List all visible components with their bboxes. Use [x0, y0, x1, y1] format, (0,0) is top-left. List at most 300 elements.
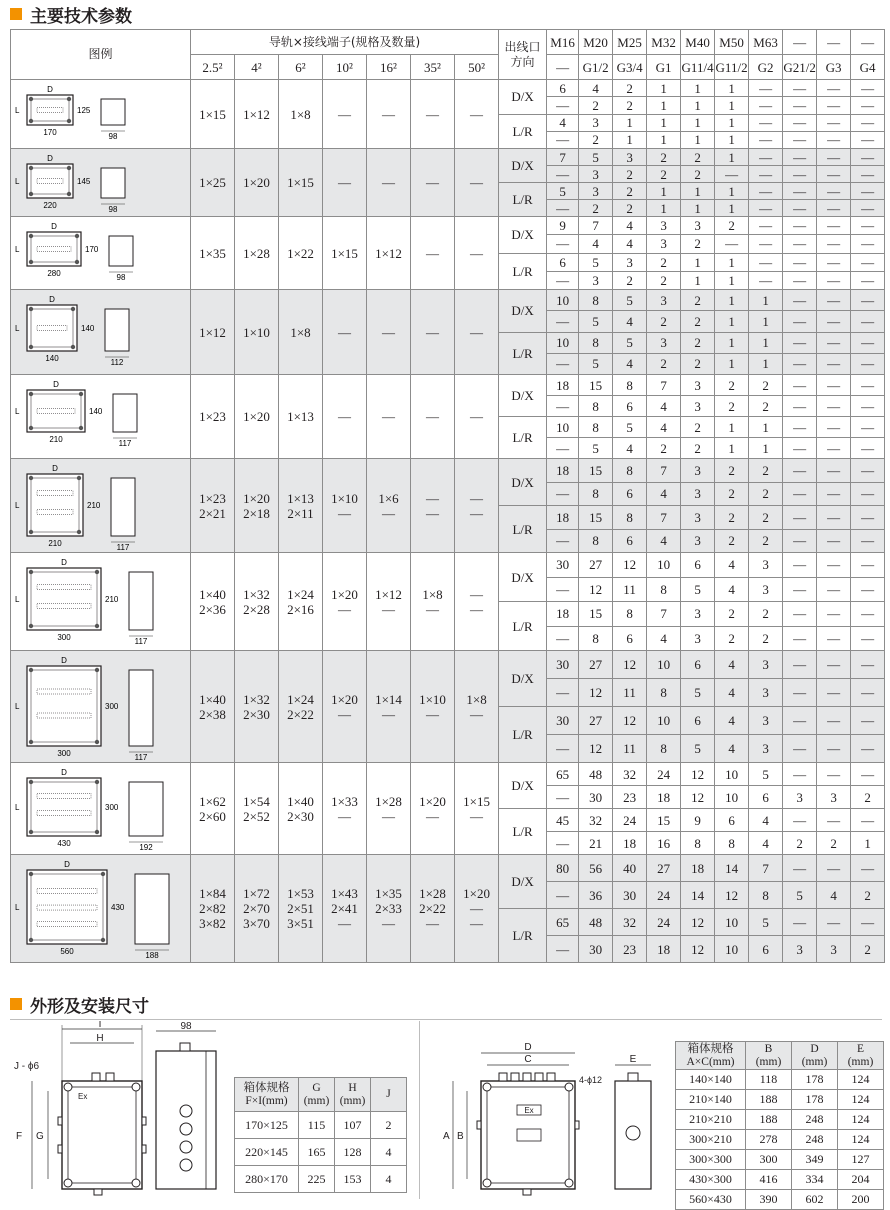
terminal-value: 2×52 [243, 808, 270, 824]
dim-table-cell: 4 [371, 1139, 407, 1166]
thread-count-cell: 2 [681, 166, 715, 183]
terminal-value: — [426, 706, 439, 722]
dim-table-row [676, 1170, 884, 1190]
thread-count-cell: 4 [715, 735, 749, 763]
terminal-value: 1×13 [287, 409, 314, 424]
terminal-cell [235, 651, 279, 763]
thread-count-cell: 10 [547, 332, 579, 353]
thread-count-cell: — [783, 311, 817, 332]
screw-icon [95, 779, 99, 783]
dim-table-cell: 390 [746, 1190, 792, 1210]
direction-cell: D/X [499, 855, 547, 909]
thread-count-cell: 23 [613, 786, 647, 809]
thread-count-cell: 1 [613, 114, 647, 131]
dim-table-cell: 124 [838, 1070, 884, 1090]
terminal-strip [37, 905, 97, 910]
direction-cell: D/X [499, 149, 547, 183]
enclosure-drawing [11, 81, 189, 148]
screw-icon [95, 739, 99, 743]
figure-cell [11, 459, 191, 553]
terminal-cell [411, 855, 455, 963]
dim-table-cell: 127 [838, 1150, 884, 1170]
thread-count-cell: 3 [817, 936, 851, 963]
dim-table-header [299, 1078, 335, 1112]
enclosure-drawing [11, 460, 189, 552]
terminal-value: 1×25 [199, 175, 226, 190]
dim-label-x: 430 [57, 838, 71, 848]
thread-count-cell: — [749, 253, 783, 271]
thread-count-cell: 1 [851, 832, 885, 855]
dim-label-r: 170 [85, 244, 99, 254]
thread-count-cell: — [783, 417, 817, 438]
thread-count-cell: — [547, 396, 579, 417]
enclosure-front [27, 474, 83, 536]
screw-icon [29, 569, 33, 573]
thread-count-cell: — [851, 909, 885, 936]
thread-count-cell: — [783, 735, 817, 763]
thread-count-cell: 16 [647, 832, 681, 855]
thread-count-cell: 2 [851, 786, 885, 809]
thread-count-cell: 8 [579, 529, 613, 553]
spec-row [11, 375, 885, 396]
thread-count-cell: — [547, 786, 579, 809]
thread-count-cell: 4 [715, 577, 749, 602]
terminal-strip [37, 178, 63, 183]
thread-count-cell: — [783, 506, 817, 530]
thread-count-cell: 1 [715, 114, 749, 131]
thread-count-cell: 2 [715, 396, 749, 417]
thread-count-cell: 27 [647, 855, 681, 882]
thread-count-cell: 6 [749, 936, 783, 963]
header-line: (mm) [847, 1055, 874, 1068]
thread-count-cell: — [783, 553, 817, 578]
thread-count-cell: 2 [783, 832, 817, 855]
thread-count-cell: 36 [579, 882, 613, 909]
dim-label-width: 117 [116, 542, 130, 552]
thread-g-2: G3/4 [613, 55, 647, 80]
thread-count-cell: 10 [547, 417, 579, 438]
terminal-value: — [426, 505, 439, 521]
terminal-value: 1×40 [287, 793, 314, 809]
thread-count-cell: 65 [547, 763, 579, 786]
direction-cell: D/X [499, 459, 547, 506]
screw-icon [95, 829, 99, 833]
thread-count-cell: 3 [749, 735, 783, 763]
thread-count-cell: 5 [579, 253, 613, 271]
screw-icon [77, 529, 81, 533]
dim-label-r: 140 [81, 323, 95, 333]
terminal-value: — [470, 901, 484, 916]
thread-count-cell: 1 [749, 417, 783, 438]
thread-count-cell: 4 [749, 832, 783, 855]
terminal-value: — [470, 409, 484, 424]
thread-count-cell: — [547, 626, 579, 651]
thread-count-cell: — [851, 438, 885, 459]
dim-table-header [676, 1042, 746, 1070]
screw-icon [29, 118, 33, 122]
thread-count-cell: — [851, 200, 885, 217]
thread-count-cell: — [851, 679, 885, 707]
thread-count-cell: 8 [579, 417, 613, 438]
dim-label-d: D [47, 84, 53, 94]
terminal-cell [191, 553, 235, 651]
terminal-value: 1×13 [287, 490, 314, 506]
enclosure-drawing [11, 376, 189, 458]
thread-count-cell: 4 [647, 417, 681, 438]
terminal-value: — [426, 245, 439, 261]
thread-count-cell: — [715, 235, 749, 253]
thread-count-cell: 2 [749, 482, 783, 506]
thread-count-cell: — [817, 114, 851, 131]
direction-cell: L/R [499, 707, 547, 763]
figure-cell [11, 80, 191, 149]
thread-count-cell: — [783, 183, 817, 200]
thread-count-cell: 3 [817, 786, 851, 809]
terminal-strip [37, 921, 97, 926]
terminal-value: 2×36 [199, 601, 226, 617]
dim-label-d: D [53, 379, 59, 389]
dim-label-r: 430 [111, 902, 125, 912]
dim-label-d: D [49, 294, 55, 304]
thread-count-cell: 12 [613, 553, 647, 578]
thread-count-cell: 2 [715, 602, 749, 627]
terminal-cell [279, 290, 323, 375]
terminal-value: 1×10 [243, 324, 270, 340]
thread-count-cell: — [817, 707, 851, 735]
terminal-cell [455, 149, 499, 217]
dim-table-cell: 278 [746, 1130, 792, 1150]
thread-count-cell: — [547, 166, 579, 183]
terminal-cell [279, 763, 323, 855]
thread-count-cell: 1 [715, 332, 749, 353]
thread-count-cell: 24 [647, 763, 681, 786]
thread-count-cell: — [817, 459, 851, 483]
terminal-strip [37, 490, 73, 495]
terminal-value: 1×12 [199, 324, 226, 340]
terminal-value: — [338, 706, 351, 722]
terminal-value: 1×22 [287, 245, 314, 261]
thread-count-cell: 56 [579, 855, 613, 882]
thread-count-cell: 12 [681, 909, 715, 936]
thread-count-cell: 4 [613, 217, 647, 235]
thread-count-cell: — [851, 626, 885, 651]
thread-count-cell: — [783, 763, 817, 786]
terminal-value: 1×15 [199, 106, 226, 122]
thread-count-cell: — [783, 114, 817, 131]
terminal-cell [411, 553, 455, 651]
thread-count-cell: 8 [715, 832, 749, 855]
dim-table-cell: 188 [746, 1090, 792, 1110]
thread-count-cell: 4 [647, 482, 681, 506]
terminal-cell [411, 290, 455, 375]
thread-count-cell: 21 [579, 832, 613, 855]
thread-count-cell: — [547, 529, 579, 553]
thread-count-cell: — [547, 482, 579, 506]
thread-count-cell: — [783, 909, 817, 936]
thread-count-cell: 15 [579, 602, 613, 627]
dim-label-h: H [96, 1033, 104, 1044]
dim-label-r: 145 [77, 176, 91, 186]
thread-count-cell: 7 [547, 149, 579, 166]
enclosure-side [105, 309, 129, 351]
thread-count-cell: 2 [681, 149, 715, 166]
thread-count-cell: — [783, 80, 817, 97]
thread-count-cell: 15 [647, 809, 681, 832]
thread-count-cell: — [715, 166, 749, 183]
terminal-value: — [470, 808, 484, 824]
dim-label-x: 300 [57, 748, 71, 758]
enclosure-drawing [11, 856, 189, 962]
dim-label-d: D [64, 859, 70, 869]
dim-table-cell: 248 [792, 1110, 838, 1130]
thread-count-cell: 1 [647, 131, 681, 148]
thread-count-cell: — [817, 311, 851, 332]
dim-table-header [746, 1042, 792, 1070]
terminal-cell [235, 459, 279, 553]
dim-label-x: 280 [47, 268, 61, 278]
thread-count-cell: 2 [681, 290, 715, 311]
terminal-value: 1×35 [199, 245, 226, 261]
thread-count-cell: — [783, 577, 817, 602]
thread-count-cell: — [851, 602, 885, 627]
screw-icon [79, 391, 83, 395]
terminal-value: 1×35 [375, 886, 402, 901]
enclosure-front [27, 568, 101, 630]
thread-count-cell: — [817, 651, 851, 679]
thread-count-cell: 6 [547, 253, 579, 271]
dim-label-width: 98 [108, 204, 118, 214]
dim-table-cell: 107 [335, 1112, 371, 1139]
thread-count-cell: 2 [647, 253, 681, 271]
thread-count-cell: — [817, 253, 851, 271]
thread-count-cell: — [783, 217, 817, 235]
thread-count-cell: 8 [613, 459, 647, 483]
terminal-value: 1×72 [243, 886, 270, 901]
dim-table-cell: 210×210 [676, 1110, 746, 1130]
terminal-strip [37, 689, 91, 694]
thread-count-cell: — [851, 417, 885, 438]
header-figure: 图例 [11, 30, 191, 80]
terminal-value: — [382, 324, 395, 340]
terminal-value: 1×10 [331, 490, 358, 506]
thread-count-cell: — [817, 80, 851, 97]
terminal-cell [411, 459, 455, 553]
screw-icon [71, 344, 75, 348]
terminal-cell [279, 80, 323, 149]
thread-count-cell: 12 [613, 651, 647, 679]
thread-count-cell: — [851, 577, 885, 602]
screw-icon [29, 306, 33, 310]
terminal-value: 1×24 [287, 586, 314, 602]
dim-label-x: 210 [48, 538, 62, 548]
left-dimension-table [234, 1077, 407, 1193]
thread-count-cell: 1 [681, 114, 715, 131]
header-line: A×C(mm) [686, 1055, 735, 1068]
dim-label-width: 117 [134, 636, 148, 646]
thread-count-cell: — [783, 271, 817, 289]
thread-g-3: G1 [647, 55, 681, 80]
thread-count-cell: — [547, 577, 579, 602]
thread-count-cell: — [851, 459, 885, 483]
terminal-value: 2×18 [243, 505, 270, 521]
thread-m-3: M32 [647, 30, 681, 55]
thread-count-cell: 1 [749, 332, 783, 353]
thread-count-cell: — [817, 166, 851, 183]
terminal-value: — [470, 586, 484, 602]
terminal-strip [37, 509, 73, 514]
thread-count-cell: — [547, 735, 579, 763]
vertical-divider [419, 1021, 420, 1199]
dim-table-header [235, 1078, 299, 1112]
thread-count-cell: 24 [647, 909, 681, 936]
thread-count-cell: 40 [613, 855, 647, 882]
terminal-cell [455, 651, 499, 763]
screw-icon [29, 96, 33, 100]
terminal-value: 1×24 [287, 691, 314, 707]
terminal-cell [323, 459, 367, 553]
header-line: G [312, 1081, 321, 1094]
terminal-value: — [338, 324, 351, 340]
thread-count-cell: 2 [681, 417, 715, 438]
thread-count-cell: 3 [681, 506, 715, 530]
terminal-value: 1×33 [331, 793, 358, 809]
terminal-value: — [470, 490, 484, 506]
thread-count-cell: — [783, 131, 817, 148]
thread-count-cell: 8 [579, 332, 613, 353]
thread-count-cell: 2 [681, 235, 715, 253]
terminal-value: 3×51 [287, 916, 314, 931]
header-rail-terminal: 导轨×接线端子(规格及数量) [191, 30, 499, 55]
screw-icon [71, 306, 75, 310]
thread-count-cell: — [851, 506, 885, 530]
thread-count-cell: — [783, 166, 817, 183]
thread-count-cell: — [817, 602, 851, 627]
dim-table-cell: 248 [792, 1130, 838, 1150]
thread-count-cell: 7 [647, 375, 681, 396]
dim-label-r: 210 [105, 594, 119, 604]
thread-count-cell: 10 [647, 651, 681, 679]
thread-count-cell: 5 [783, 882, 817, 909]
spec-row [11, 290, 885, 311]
terminal-size-3: 10² [323, 55, 367, 80]
thread-count-cell: 8 [613, 602, 647, 627]
thread-count-cell: 1 [715, 200, 749, 217]
thread-count-cell: 6 [715, 809, 749, 832]
terminal-value: — [382, 706, 395, 722]
thread-count-cell: 1 [749, 290, 783, 311]
thread-count-cell: 10 [647, 707, 681, 735]
terminal-cell [411, 149, 455, 217]
thread-count-cell: 5 [613, 332, 647, 353]
terminal-value: — [426, 808, 439, 824]
thread-count-cell: 3 [613, 253, 647, 271]
terminal-value: 1×8 [422, 586, 443, 602]
thread-count-cell: 7 [749, 855, 783, 882]
terminal-value: 2×33 [375, 901, 402, 916]
terminal-value: 1×40 [199, 586, 226, 602]
thread-count-cell: — [817, 735, 851, 763]
screw-icon [29, 871, 33, 875]
orange-square-icon [10, 998, 22, 1010]
thread-g-9: G4 [851, 55, 885, 80]
thread-count-cell: 4 [715, 651, 749, 679]
terminal-value: 1×54 [243, 793, 270, 809]
thread-count-cell: — [817, 183, 851, 200]
thread-count-cell: 6 [613, 529, 647, 553]
terminal-cell [279, 651, 323, 763]
thread-count-cell: — [783, 290, 817, 311]
direction-cell: L/R [499, 332, 547, 375]
dim-table-header [838, 1042, 884, 1070]
thread-count-cell: 9 [547, 217, 579, 235]
terminal-cell [191, 459, 235, 553]
thread-m-2: M25 [613, 30, 647, 55]
thread-count-cell: — [783, 200, 817, 217]
thread-count-cell: — [817, 290, 851, 311]
terminal-cell [279, 375, 323, 459]
dimension-panel-right [425, 1021, 885, 1206]
dim-table-row [235, 1139, 407, 1166]
thread-count-cell: 2 [613, 166, 647, 183]
terminal-value: 1×20 [331, 586, 358, 602]
dim-table-row [676, 1070, 884, 1090]
terminal-cell [235, 375, 279, 459]
thread-count-cell: 3 [647, 290, 681, 311]
enclosure-side [101, 99, 125, 125]
thread-g-8: G3 [817, 55, 851, 80]
thread-count-cell: 4 [647, 396, 681, 417]
thread-count-cell: 2 [579, 97, 613, 114]
dim-label-width: 98 [108, 131, 118, 141]
thread-count-cell: 14 [715, 855, 749, 882]
thread-count-cell: 4 [647, 626, 681, 651]
dim-label-l: L [15, 105, 20, 115]
thread-count-cell: 3 [579, 114, 613, 131]
terminal-strip [37, 408, 75, 413]
thread-count-cell: — [547, 311, 579, 332]
terminal-cell [367, 80, 411, 149]
large-box-drawing [425, 1021, 665, 1199]
thread-g-1: G1/2 [579, 55, 613, 80]
dim-label-r: 125 [77, 105, 91, 115]
thread-count-cell: — [851, 529, 885, 553]
thread-count-cell: 3 [783, 936, 817, 963]
dim-table-row [676, 1090, 884, 1110]
terminal-strip [37, 603, 91, 608]
terminal-value: 2×60 [199, 808, 226, 824]
thread-count-cell: — [851, 183, 885, 200]
thread-count-cell: 5 [681, 735, 715, 763]
terminal-strip [37, 793, 91, 798]
terminal-size-6: 50² [455, 55, 499, 80]
thread-count-cell: 27 [579, 707, 613, 735]
dim-label-l: L [15, 244, 20, 254]
spec-row [11, 459, 885, 483]
spec-row [11, 80, 885, 97]
thread-count-cell: — [851, 311, 885, 332]
enclosure-drawing [11, 291, 189, 374]
terminal-value: 1×20 [419, 793, 446, 809]
terminal-cell [323, 763, 367, 855]
thread-count-cell: 10 [715, 936, 749, 963]
thread-count-cell: — [851, 651, 885, 679]
terminal-value: 2×38 [199, 706, 226, 722]
thread-count-cell: 8 [647, 735, 681, 763]
figure-cell [11, 375, 191, 459]
figure-cell [11, 855, 191, 963]
thread-count-cell: — [783, 679, 817, 707]
thread-count-cell: — [817, 375, 851, 396]
